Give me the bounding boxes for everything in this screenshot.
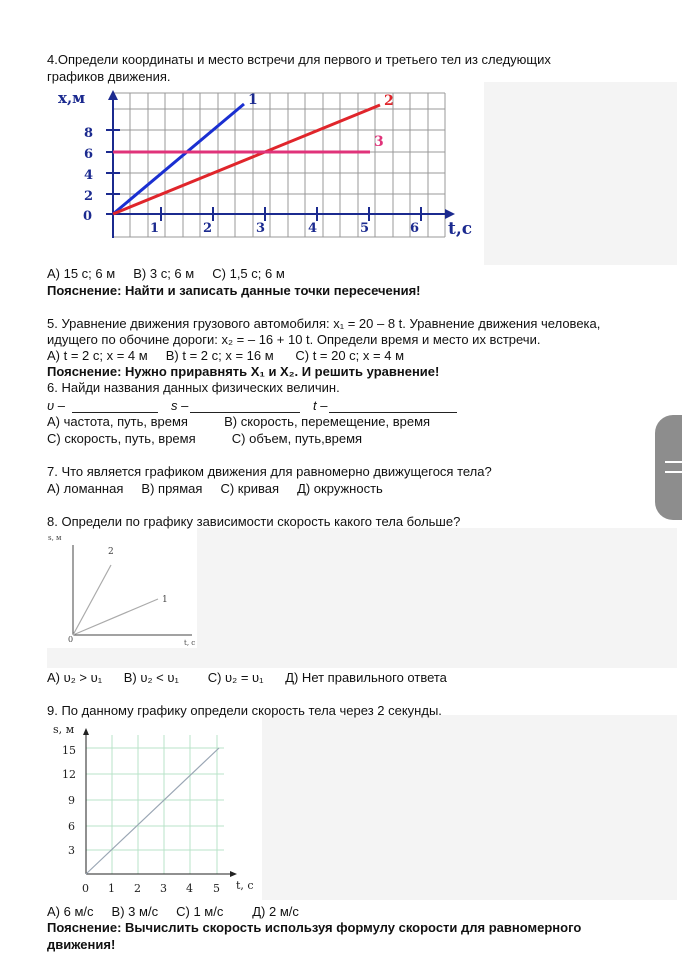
q4-line-label-3: 3 [374,134,384,150]
q4-text-line2: графиков движения. [47,69,171,84]
handle-grip-icon [665,461,682,463]
q4-ytick: 6 [84,147,94,162]
q5-text-line1: 5. Уравнение движения грузового автомобиля: x₁ = 20 – 8 t. Уравнение движения человека, [47,316,601,331]
q4-origin: 0 [83,209,93,224]
q8-xlabel: t, с [184,639,196,647]
q8-title: 8. Определи по графику зависимости скорость какого тела больше? [47,514,461,529]
q9-ytick: 12 [62,768,76,781]
q9-xtick: 1 [108,882,115,895]
q4-text-line1: 4.Определи координаты и место встречи для первого и третьего тел из следующих [47,52,551,67]
q7-answers: А) ломанная В) прямая С) кривая Д) окружность [47,481,383,496]
handle-grip-icon [665,471,682,473]
q4-ytick: 4 [84,168,94,183]
side-panel-handle[interactable] [655,415,682,520]
q8-answers: А) υ₂ > υ₁ В) υ₂ < υ₁ С) υ₂ = υ₁ Д) Нет правильного ответа [47,670,447,685]
q8-line-label-1: 1 [162,595,168,605]
q9-xtick: 2 [134,882,141,895]
q9-xtick: 5 [213,882,220,895]
q6-options-row2: С) скорость, путь, время С) объем, путь,время [47,431,363,446]
q5-hint: Пояснение: Нужно приравнять X₁ и X₂. И решить уравнение! [47,364,440,379]
q8-line-label-2: 2 [108,547,114,557]
q4-line-label-1: 1 [248,92,258,108]
q4-xtick: 6 [410,221,420,236]
q4-xtick: 2 [203,221,213,236]
q5-text-line2: идущего по обочине дороги: x₂ = – 16 + 10 t. Определи время и место их встречи. [47,332,541,347]
q9-ylabel: s, м [53,723,75,736]
q6-title: 6. Найди названия данных физических величин. [47,380,340,395]
q9-hint-line1: Пояснение: Вычислить скорость используя формулу скорости для равномерного [47,920,582,935]
q4-xlabel: t,c [448,219,473,239]
q9-xtick: 0 [82,882,89,895]
q9-ytick: 6 [68,820,75,833]
q4-hint: Пояснение: Найти и записать данные точки пересечения! [47,283,421,298]
q9-answers: А) 6 м/с В) 3 м/с С) 1 м/с Д) 2 м/с [47,904,299,919]
q5-answers: А) t = 2 с; x = 4 м В) t = 2 с; x = 16 м С) t = 20 с; x = 4 м [47,348,405,363]
q9-ytick: 15 [62,744,76,757]
q4-xtick: 1 [150,221,160,236]
q9-ytick: 9 [68,794,75,807]
q9-xtick: 3 [160,882,167,895]
q7-title: 7. Что является графиком движения для равномерно движущегося тела? [47,464,492,479]
q9-xtick: 4 [186,882,193,895]
q6-blank-v-label: υ – [47,398,65,413]
q4-ylabel: x,м [58,89,86,107]
q4-answers: А) 15 с; 6 м В) 3 с; 6 м С) 1,5 с; 6 м [47,266,285,281]
q9-hint-line2: движения! [47,937,116,952]
q8-ylabel: s, м [48,534,62,542]
q6-blank-t-label: t – [313,398,328,413]
q4-line-label-2: 2 [384,93,394,109]
q4-xtick: 4 [308,221,318,236]
q4-xtick: 3 [256,221,266,236]
q9-xlabel: t, с [236,879,254,892]
q9-line [86,748,219,874]
q8-origin: 0 [68,635,74,644]
q4-ytick: 8 [84,126,94,141]
q4-ytick: 2 [84,189,94,204]
q6-options-row1: А) частота, путь, время В) скорость, перемещение, время [47,414,431,429]
q6-blank-s-label: s – [171,398,189,413]
q9-ytick: 3 [68,844,75,857]
q9-title: 9. По данному графику определи скорость тела через 2 секунды. [47,703,442,718]
q4-xtick: 5 [360,221,370,236]
